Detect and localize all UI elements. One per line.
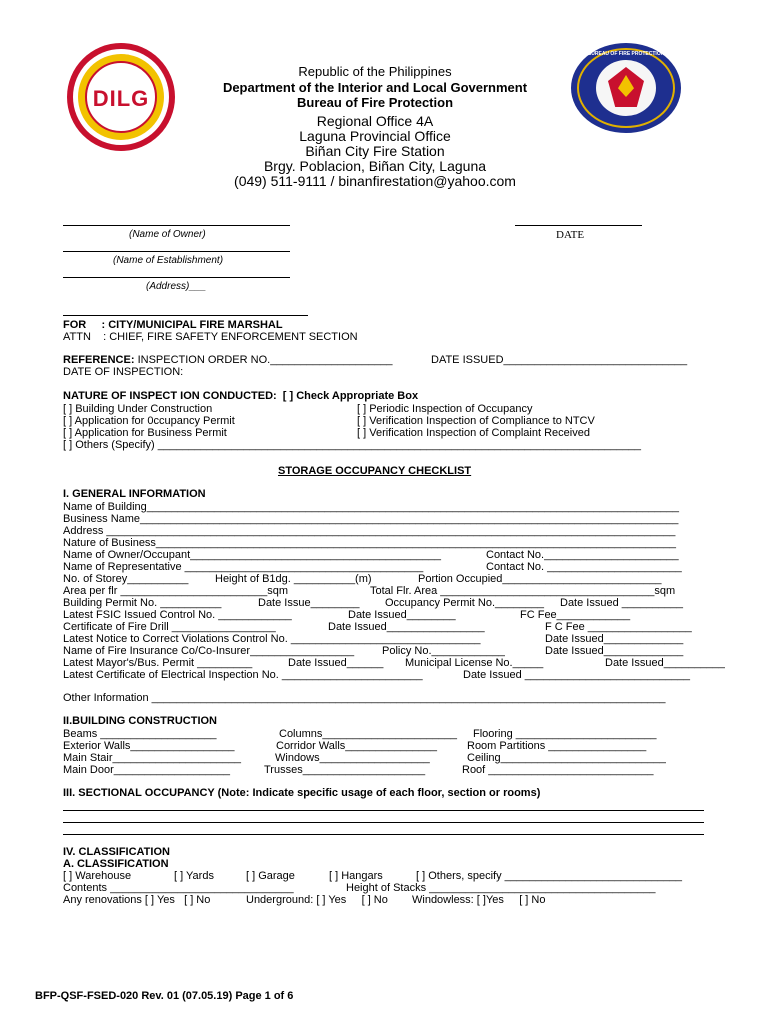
building-permit-field[interactable]: Building Permit No. __________: [63, 597, 222, 609]
others-specify-field[interactable]: [ ] Others, specify _____________________________: [416, 870, 683, 882]
date-of-inspection: DATE OF INSPECTION:: [63, 366, 184, 378]
sectional-line-2[interactable]: [63, 822, 704, 823]
main-door-field[interactable]: Main Door___________________: [63, 764, 230, 776]
date-line[interactable]: [515, 225, 642, 226]
height-field[interactable]: Height of B1dg. __________(m): [215, 573, 372, 585]
stacks-field[interactable]: Height of Stacks _____________________________________: [346, 882, 656, 894]
owner-contact-field[interactable]: Contact No.______________________: [486, 549, 679, 561]
date-caption: DATE: [556, 229, 585, 241]
establishment-line[interactable]: [63, 251, 290, 252]
garage-checkbox[interactable]: [ ] Garage: [246, 870, 295, 882]
mayor-permit-field[interactable]: Latest Mayor's/Bus. Permit _________: [63, 657, 253, 669]
nature-business-field[interactable]: Nature of Business_____________________________________________________________________________________: [63, 537, 676, 549]
mayor-date-field[interactable]: Date Issued______: [288, 657, 384, 669]
sectional-note: (Note: Indicate specific usage of each floor, section or rooms): [214, 787, 541, 799]
header-bureau: Bureau of Fire Protection: [296, 95, 454, 110]
main-stair-field[interactable]: Main Stair_____________________: [63, 752, 241, 764]
insurer-field[interactable]: Name of Fire Insurance Co/Co-Insurer_________________: [63, 645, 355, 657]
sectional-title: [63, 787, 540, 799]
contents-field[interactable]: Contents ______________________________: [63, 882, 294, 894]
address-caption: (Address)___: [146, 281, 207, 292]
policy-date-field[interactable]: Date Issued_____________: [545, 645, 684, 657]
address-field[interactable]: Address _____________________________________________________________________________________________: [63, 525, 676, 537]
hangars-checkbox[interactable]: [ ] Hangars: [329, 870, 383, 882]
owner-caption: (Name of Owner): [129, 229, 206, 240]
representative-field[interactable]: Name of Representative _______________________________________: [63, 561, 424, 573]
header-provincial: Laguna Provincial Office: [299, 128, 451, 144]
electrical-date-field[interactable]: Date Issued ___________________________: [463, 669, 690, 681]
rep-contact-field[interactable]: Contact No. ______________________: [486, 561, 682, 573]
op-date-field[interactable]: Date Issued __________: [560, 597, 683, 609]
windows-field[interactable]: Windows__________________: [275, 752, 430, 764]
nature-title: NATURE OF INSPECT ION CONDUCTED: [ ] Check Appropriate Box: [63, 390, 419, 402]
header-department: Department of the Interior and Local Government: [222, 80, 528, 95]
yards-checkbox[interactable]: [ ] Yards: [174, 870, 214, 882]
electrical-field[interactable]: Latest Certificate of Electrical Inspection No. _______________________: [63, 669, 423, 681]
columns-field[interactable]: Columns______________________: [279, 728, 457, 740]
sectional-line-1[interactable]: [63, 810, 704, 811]
storey-field[interactable]: No. of Storey__________: [63, 573, 189, 585]
dilg-logo: [67, 43, 175, 151]
header-address: Brgy. Poblacion, Biñan City, Laguna: [263, 158, 487, 174]
beams-field[interactable]: Beams ___________________: [63, 728, 217, 740]
nature-left-2[interactable]: [ ] Application for 0ccupancy Permit: [63, 415, 235, 427]
nature-right-3[interactable]: [ ] Verification Inspection of Complaint Received: [357, 427, 590, 439]
other-info-field[interactable]: Other Information ____________________________________________________________________________________: [63, 692, 666, 704]
header-republic: Republic of the Philippines: [298, 64, 452, 79]
owner-occupant-field[interactable]: Name of Owner/Occupant_________________________________________: [63, 549, 441, 561]
ceiling-field[interactable]: Ceiling___________________________: [467, 752, 666, 764]
notice-date-field[interactable]: Date Issued_____________: [545, 633, 684, 645]
exterior-walls-field[interactable]: Exterior Walls_________________: [63, 740, 235, 752]
extra-line[interactable]: [63, 315, 308, 316]
reference-line: [63, 354, 393, 366]
bfp-logo-text: BUREAU OF FIRE PROTECTION: [587, 51, 665, 57]
occupancy-permit-field[interactable]: Occupancy Permit No.________: [385, 597, 544, 609]
general-title: I. GENERAL INFORMATION: [63, 488, 206, 500]
policy-field[interactable]: Policy No.____________: [382, 645, 505, 657]
nature-left-3[interactable]: [ ] Application for Business Permit: [63, 427, 227, 439]
windowless-checkbox[interactable]: Windowless: [ ]Yes [ ] No: [412, 894, 546, 906]
building-name-field[interactable]: Name of Building_______________________________________________________________________________________: [63, 501, 680, 513]
reference-label: REFERENCE:: [63, 354, 135, 366]
notice-field[interactable]: Latest Notice to Correct Violations Control No. _______________________________: [63, 633, 481, 645]
trusses-field[interactable]: Trusses____________________: [264, 764, 426, 776]
drill-date-field[interactable]: Date Issued________________: [328, 621, 485, 633]
bp-date-field[interactable]: Date Issue________: [258, 597, 360, 609]
nature-right-2[interactable]: [ ] Verification Inspection of Compliance to NTCV: [357, 415, 595, 427]
fsic-date-field[interactable]: Date Issued________: [348, 609, 456, 621]
inspection-order-field[interactable]: INSPECTION ORDER NO.____________________: [134, 354, 393, 366]
area-field[interactable]: Area per flr ________________________sqm: [63, 585, 289, 597]
establishment-caption: (Name of Establishment): [113, 255, 224, 266]
attn-line: ATTN : CHIEF, FIRE SAFETY ENFORCEMENT SECTION: [63, 331, 358, 343]
fc-fee-2-field[interactable]: F C Fee _________________: [545, 621, 692, 633]
sectional-line-3[interactable]: [63, 834, 704, 835]
nature-left-1[interactable]: [ ] Building Under Construction: [63, 403, 213, 415]
municipal-date-field[interactable]: Date Issued__________: [605, 657, 725, 669]
for-line: FOR : CITY/MUNICIPAL FIRE MARSHAL: [63, 319, 283, 331]
renovations-checkbox[interactable]: Any renovations [ ] Yes [ ] No: [63, 894, 211, 906]
fire-drill-field[interactable]: Certificate of Fire Drill _________________: [63, 621, 276, 633]
bfp-logo: [571, 43, 681, 133]
footer-code: BFP-QSF-FSED-020 Rev. 01 (07.05.19) Page 1 of 6: [35, 990, 294, 1002]
warehouse-checkbox[interactable]: [ ] Warehouse: [63, 870, 132, 882]
owner-line[interactable]: [63, 225, 290, 226]
date-issued-field[interactable]: DATE ISSUED______________________________: [431, 354, 688, 366]
flooring-field[interactable]: Flooring _______________________: [473, 728, 657, 740]
dilg-logo-text: DILG: [92, 86, 150, 111]
business-name-field[interactable]: Business Name________________________________________________________________________________________: [63, 513, 679, 525]
fc-fee-1-field[interactable]: FC Fee____________: [520, 609, 631, 621]
checklist-title: STORAGE OCCUPANCY CHECKLIST: [278, 465, 472, 477]
fsic-field[interactable]: Latest FSIC Issued Control No. ____________: [63, 609, 292, 621]
header-region: Regional Office 4A: [316, 113, 434, 129]
corridor-walls-field[interactable]: Corridor Walls_______________: [276, 740, 438, 752]
room-partitions-field[interactable]: Room Partitions ________________: [467, 740, 647, 752]
classification-sub: A. CLASSIFICATION: [63, 858, 169, 870]
header-contact: (049) 511-9111 / binanfirestation@yahoo.com: [234, 173, 516, 189]
construction-title: II.BUILDING CONSTRUCTION: [63, 715, 217, 727]
sectional-heading: III. SECTIONAL OCCUPANCY: [63, 787, 215, 799]
nature-others[interactable]: [ ] Others (Specify) _______________________________________________________________________________: [63, 439, 642, 451]
nature-right-1[interactable]: [ ] Periodic Inspection of Occupancy: [357, 403, 533, 415]
classification-title: IV. CLASSIFICATION: [63, 846, 170, 858]
header-station: Biñan City Fire Station: [305, 143, 445, 159]
municipal-license-field[interactable]: Municipal License No._____: [405, 657, 544, 669]
total-area-field[interactable]: Total Flr. Area ___________________________________sqm: [370, 585, 676, 597]
roof-field[interactable]: Roof ___________________________: [462, 764, 654, 776]
portion-field[interactable]: Portion Occupied__________________________: [418, 573, 662, 585]
underground-checkbox[interactable]: Underground: [ ] Yes [ ] No: [246, 894, 388, 906]
address-line[interactable]: [63, 277, 290, 278]
